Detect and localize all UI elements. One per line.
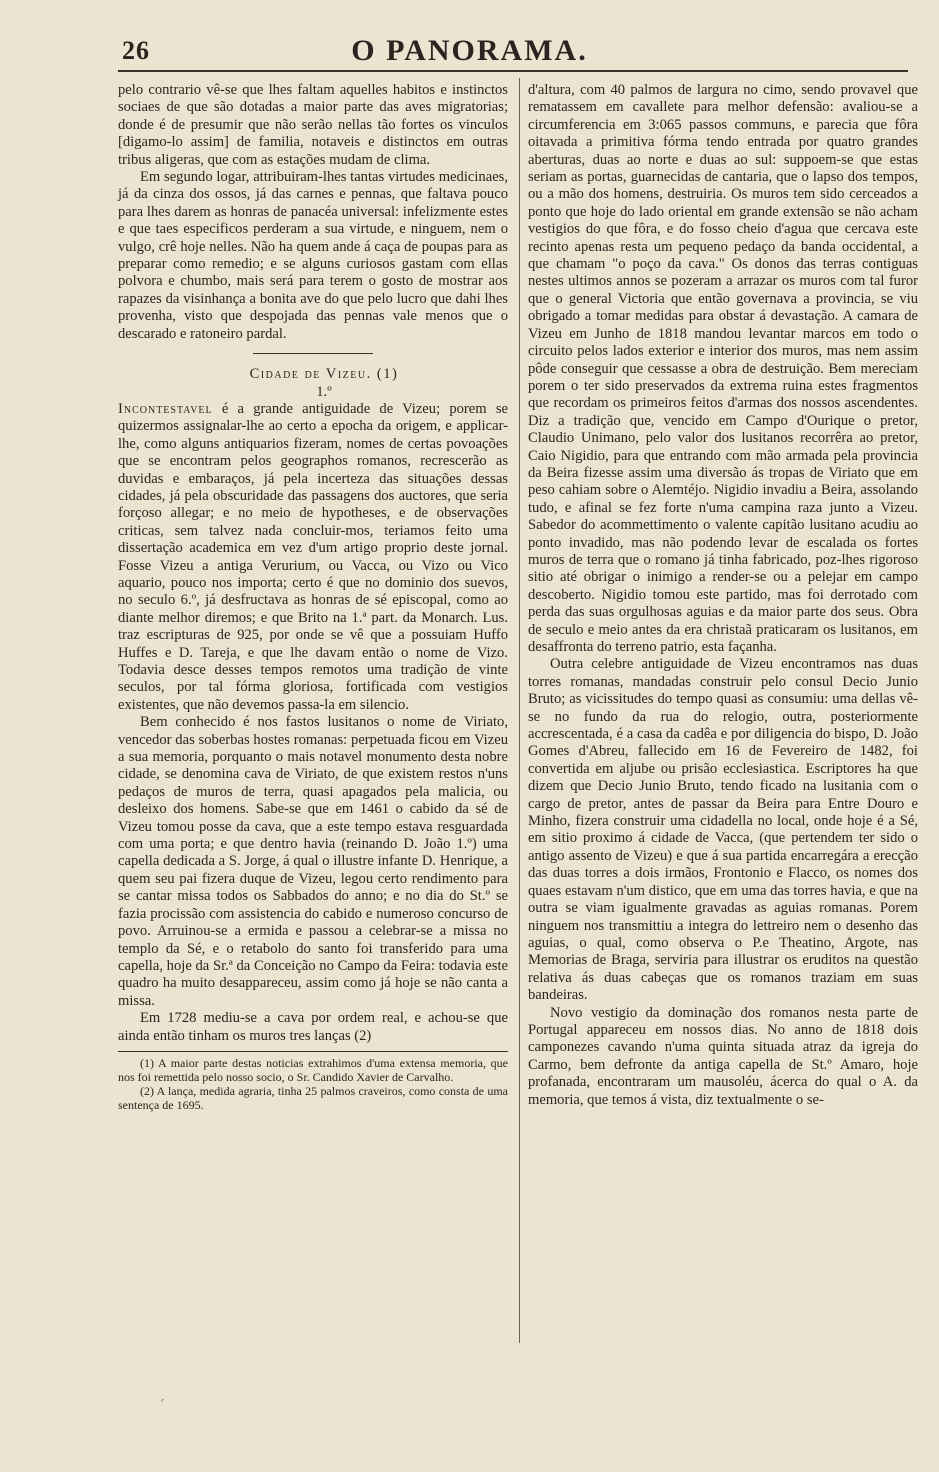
paragraph: Bem conhecido é nos fastos lusitanos o nome de Viriato, vencedor das soberbas hostes romanas: perpetuada ficou em Vizeu a sua memoria, porquanto o mais notavel monumento desta nobre cidade, se denomina cava de Viriato, de que existem restos n'uns pedaços de muros de terra, quasi apagados pela malicia, ou desleixo dos homens. Sabe-se que em 1461 o cabido da sé de Vizeu tomou posse da cava, que a este tempo estava resguardada com uma porta; e que dentro havia (reinando D. João 1.º) uma capella dedicada a S. Jorge, á qual o illustre infante D. Henrique, a quem seu pai fizera duque de Vizeu, legou certo rendimento para se cantar missa todos os Sabbados do anno; e no dia do St.º se fazia procissão com assistencia do cabido e numeroso concurso de povo. Arruinou-se a ermida e passou a celebrar-se a missa no templo da Sé, e o retabolo do santo foi transferido para uma capella, hoje da Sr.ª da Conceição no Campo da Feira: todavia este quadro ha muito desappareceu, assim como já hoje se não canta a missa.: [118, 714, 508, 1009]
paragraph: Em 1728 mediu-se a cava por ordem real, e achou-se que ainda então tinham os muros tres lanças (2): [118, 1010, 508, 1044]
lead-word: Incontestavel: [118, 400, 213, 417]
page-header: [0, 30, 939, 66]
paragraph: pelo contrario vê-se que lhes faltam aquelles habitos e instinctos sociaes de que são dotadas a maior parte das aves migratorias; donde é de presumir que não serão nellas tão fortes os vinculos [digamo-lo assim] de familia, notaveis e distinctos em outras tribus aligeras, que com as estações mudam de clima.: [118, 82, 508, 168]
paragraph: d'altura, com 40 palmos de largura no cimo, sendo provavel que rematassem em cavallete para melhor defensão: avaliou-se a circumferencia em 3:065 passos communs, e parecia que fôra oitavada a primitiva fórma tendo entrada por quatro grandes aberturas, duas ao norte e duas ao sul: suppoem-se que estas seriam as portas, guarnecidas de cantaria, que o lapso dos tempos, ou a mão dos homens, destruiria. Os muros tem sido cerceados a ponto que hoje do lado oriental em grande extensão se não acham vestigios do que fôra, e do fosso cheio d'agua que cercava este recinto apenas resta um pequeno pedaço da banda occidental, a que chamam "o poço da cava." Os donos das terras contiguas nestes ultimos annos se pozeram a arrazar os muros com tal furor que o general Victoria que então governava a provincia, se viu obrigado a tomar medidas para obstar á devastação. A camara de Vizeu em Junho de 1818 mandou levantar marcos em todo o circuito pelos lados exterior e interior dos muros, mas nem assim pôde conseguir que cessasse a obra de destruição. Bem mereciam porem o ter sido preservados da extrema ruina estes fragmentos que recordam os primeiros feitos d'armas dos nossos ascendentes. Diz a tradição que, vencido em Campo d'Ourique o pretor, Claudio Unimano, pelo valor dos lusitanos recorrêra ao pretor, Caio Nigidio, para que entrando com mão armada pela provincia da Beira fizesse assim uma diversão ás tropas de Viriato que em peso cahiam sobre o Alemtéjo. Nigidio invadiu a Beira, assolando tudo, e afinal se fez forte n'uma campina raza junto a Vizeu. Sabedor do acommettimento o valente capitão lusitano acudiu ao ponto invadido, mas não podendo levar de escalada os fortes muros de terra que o romano já tinha fabricado, poz-lhes rigoroso sitio até obrigar o inimigo a render-se ou a pelejar em campo descoberto. Nigidio tomou este partido, mas foi derrotado com perda das suas orgulhosas aguias e da maior parte dos seus. Obra de seculo e meio antes da era christaã praticaram os lusitanos, em desaffronta do terreno patrio, esta façanha.: [528, 82, 918, 655]
section-rule: [253, 353, 373, 354]
section-number: 1.º: [316, 383, 332, 400]
paragraph: Outra celebre antiguidade de Vizeu encontramos nas duas torres romanas, mandadas construir pelo consul Decio Junio Bruto; as vicissitudes do tempo quasi as consumiu: uma dellas vê-se no fundo da rua do relogio, outra, posteriormente accrescentada, é a casa da cadêa e por diligencia do bispo, D. João Gomes d'Abreu, fallecido em 16 de Fevereiro de 1482, foi convertida em aljube ou prisão ecclesiastica. Escriptores ha que dizem que Decio Junio Bruto, tendo ficado na lusitania com o cargo de pretor, antes de passar da Beira para Entre Douro e Minho, fizera construir uma cidadella no local, onde hoje é a Sé, em sitio proximo á cidade de Vacca, (que pertendem ter sido o antigo assento de Vizeu) e que á sua partida encarregára a erecção das duas torres a dois irmãos, Frontonio e Flacco, os nomes dos quaes estavam n'um distico, que em uma das torres havia, e que na outra se viam igualmente gravadas as aguias romanas. Porem ninguem nos transmittiu a integra do lettreiro nem o desenho das aguias, o qual, como observa o P.e Theatino, Argote, nas Memorias de Braga, serviria para illustrar os eruditos na questão relativa ás duas cabeças que os romanos traziam em suas bandeiras.: [528, 656, 918, 1004]
paragraph: [118, 401, 508, 714]
section-title: Cidade de Vizeu. (1): [249, 366, 399, 383]
right-column: [528, 82, 918, 1109]
ink-mark: ˊ: [158, 1398, 165, 1414]
journal-title: O PANORAMA.: [351, 34, 588, 67]
page-number: 26: [122, 36, 150, 65]
left-column: [118, 82, 508, 1112]
paragraph-text: é a grande antiguidade de Vizeu; porem se quizermos assignalar-lhe ao certo a epocha da origem, e applicar-lhe, como alguns antiquarios fizeram, nomes de certas povoações que se encontram pelos geographos romanos, recrescerão as duvidas e embaraços, já pela incerteza das situações dessas cidades, já pela obscuridade das passagens dos auctores, que seria forçoso allegar; e no meio de hypotheses, e de observações criticas, sem talvez nada concluir-mos, teriamos feito uma dissertação academica em vez d'um artigo proprio deste jornal. Fosse Vizeu a antiga Verurium, ou Vacca, ou Vizo ou Vico aquario, pouco nos importa; certo é que no dominio dos suevos, no seculo 6.º, já desfructava as honras de sé episcopal, como ao diante melhor diremos; e que Brito na 1.ª part. da Monarch. Lus. traz escripturas de 925, por onde se vê que a possuiam Huffo Huffes e D. Tareja, e que lhe davam então o nome de Vizo. Todavia desce desses tempos remotos uma tradição de vinte seculos, por tal fórma gloriosa, fortificada com vestigios existentes, que não devemos passa-la em silencio.: [118, 400, 508, 713]
footnote: (2) A lança, medida agraria, tinha 25 palmos craveiros, como consta de uma sentença de 1695.: [118, 1083, 508, 1112]
footnote-rule: [118, 1051, 508, 1052]
paragraph: Novo vestigio da dominação dos romanos nesta parte de Portugal appareceu em nossos dias. No anno de 1818 dois camponezes cavando n'uma quinta situada atraz da igreja do Carmo, bem defronte da antiga capella de St.º Amaro, hoje profanada, encontraram um mausoléu, ácerca do qual o A. da memoria, que temos á vista, diz textualmente o se-: [528, 1004, 918, 1108]
header-rule: [118, 70, 908, 72]
footnote: (1) A maior parte destas noticias extrahimos d'uma extensa memoria, que nos foi remettida pelo nosso socio, o Sr. Candido Xavier de Carvalho.: [118, 1055, 508, 1084]
paragraph: Em segundo logar, attribuiram-lhes tantas virtudes medicinaes, já da cinza dos ossos, já das carnes e pennas, que faltava pouco para lhes darem as honras de panacéa universal: infelizmente estes e que taes especificos perderam a sua virtude, e ninguem, nem o vulgo, crê hoje nelles. Não ha quem ande á caça de poupas para as preparar como remedio; e se alguns curiosos gastam com ellas polvora e chumbo, mais será para terem o gosto de mostrar aos rapazes da visinhança a bonita ave do que pelo lucro que dahi lhes provenha, visto que despojada das pennas vale menos que o descarado e ratoneiro pardal.: [118, 169, 508, 342]
column-divider: [519, 78, 520, 1343]
